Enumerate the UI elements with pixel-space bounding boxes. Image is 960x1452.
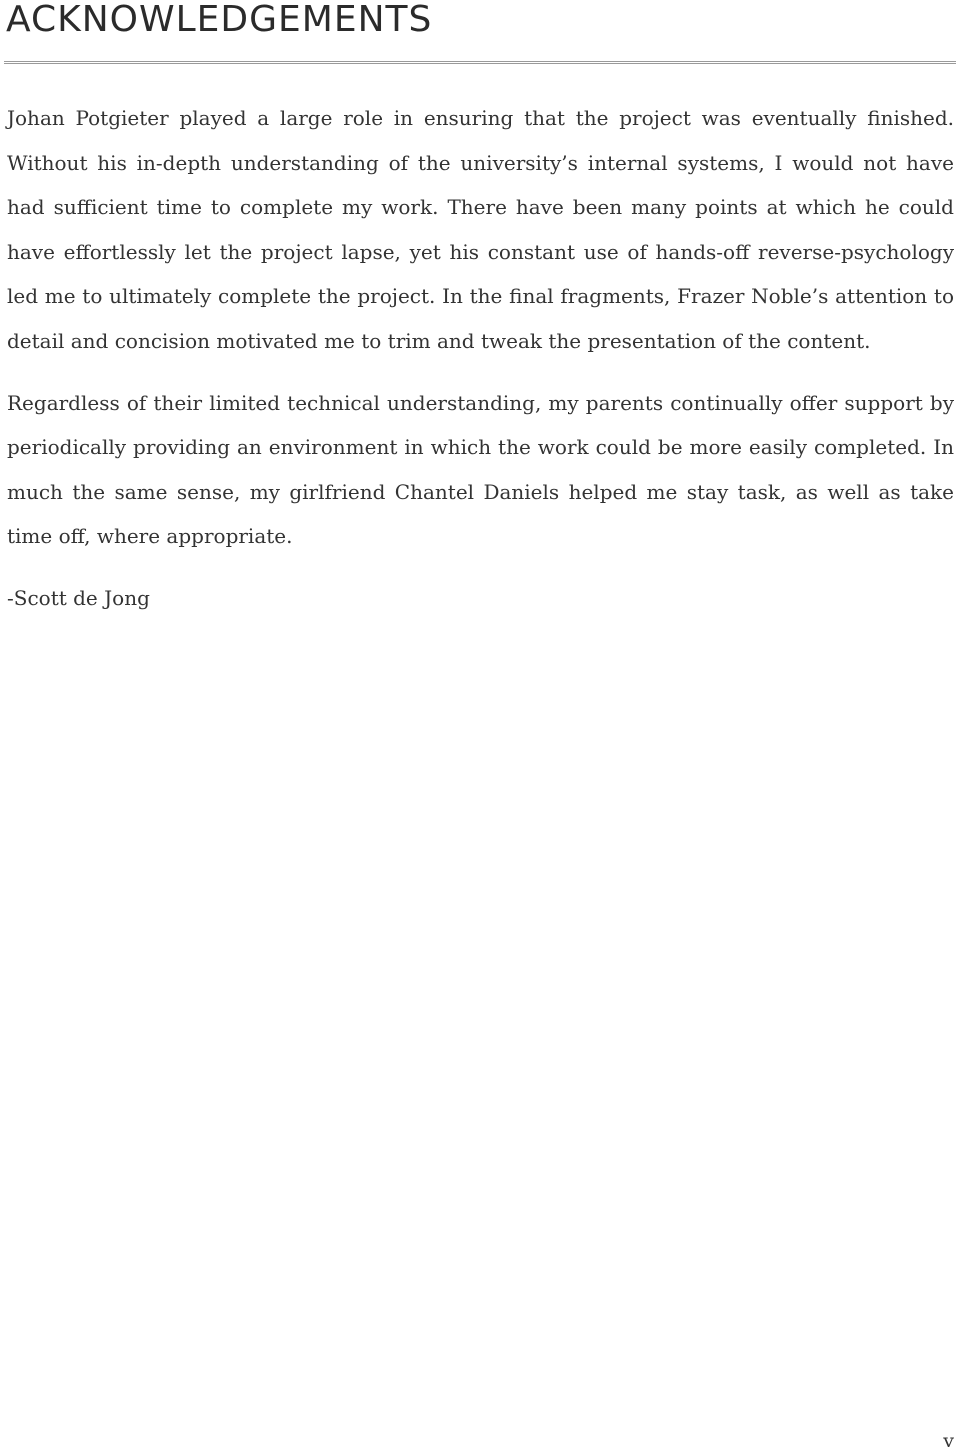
acknowledgements-body [7, 96, 954, 621]
paragraph: Johan Potgieter played a large role in ensuring that the project was eventually finished. Without his in-depth understanding of the university’s internal systems, I would not have had sufficient time to complete my work. There have been many points at which he could have effortlessly let the project lapse, yet his constant use of hands-off reverse-psychology led me to ultimately complete the project. In the final fragments, Frazer Noble’s attention to detail and concision motivated me to trim and tweak the presentation of the content. [7, 106, 954, 353]
page-number: v [943, 1430, 954, 1452]
paragraph: Regardless of their limited technical understanding, my parents continually offer support by periodically providing an environment in which the work could be more easily completed. In much the same sense, my girlfriend Chantel Daniels helped me stay task, as well as take time off, where appropriate. [7, 390, 954, 549]
title-divider [4, 61, 956, 64]
signature: -Scott de Jong [7, 585, 150, 610]
page-title: ACKNOWLEDGEMENTS [6, 0, 433, 40]
